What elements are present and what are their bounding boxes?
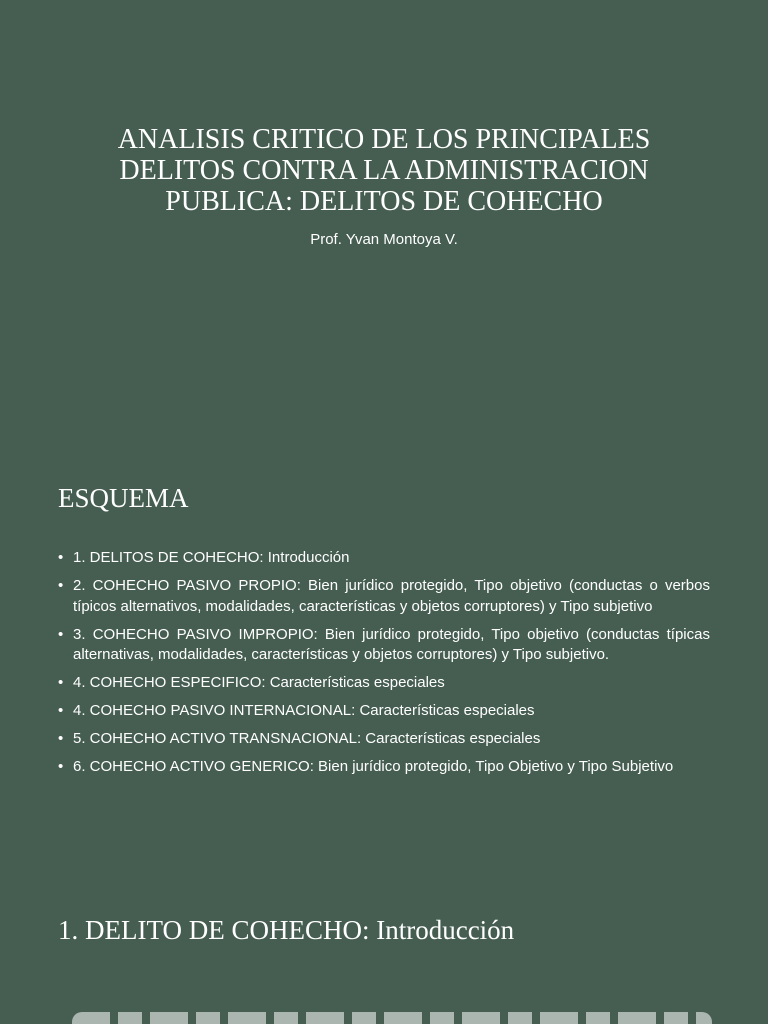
outline-item-text: 1. DELITOS DE COHECHO: Introducción [73, 549, 350, 566]
presentation-title: ANALISIS CRITICO DE LOS PRINCIPALES DELITOS CONTRA LA ADMINISTRACION PUBLICA: DELITOS DE COHECHO [117, 124, 651, 217]
bullet-icon: • [58, 577, 64, 594]
outline-item [58, 701, 710, 722]
outline-slide [0, 470, 768, 870]
outline-item-text: 3. COHECHO PASIVO IMPROPIO: Bien jurídico protegido, Tipo objetivo (conductas típicas alternativas, modalidades, características y objetos corruptores) y Tipo subjetivo. [73, 625, 710, 663]
title-slide [0, 0, 768, 400]
author-name: Prof. Yvan Montoya V. [310, 231, 458, 248]
outline-item [58, 625, 710, 666]
outline-item [58, 729, 710, 750]
introduction-heading: 1. DELITO DE COHECHO: Introducción [58, 915, 515, 945]
bullet-icon: • [58, 702, 64, 719]
outline-list [58, 548, 710, 785]
introduction-slide [0, 900, 768, 1024]
outline-item-text: 2. COHECHO PASIVO PROPIO: Bien jurídico protegido, Tipo objetivo (conductas o verbos típicos alternativos, modalidades, características y objetos corruptores) y Tipo subjetivo [73, 577, 710, 615]
bullet-icon: • [58, 758, 64, 775]
outline-item-text: 4. COHECHO PASIVO INTERNACIONAL: Características especiales [73, 702, 535, 719]
bullet-icon: • [58, 674, 64, 691]
bullet-icon: • [58, 730, 64, 747]
bullet-icon: • [58, 549, 64, 566]
cropped-text-line [72, 1012, 712, 1024]
outline-item [58, 576, 710, 617]
outline-item [58, 757, 710, 778]
outline-item-text: 6. COHECHO ACTIVO GENERICO: Bien jurídico protegido, Tipo Objetivo y Tipo Subjetivo [73, 758, 674, 775]
outline-heading: ESQUEMA [58, 483, 189, 513]
bullet-icon: • [58, 625, 64, 643]
outline-item-text: 4. COHECHO ESPECIFICO: Características especiales [73, 674, 445, 691]
outline-item-text: 5. COHECHO ACTIVO TRANSNACIONAL: Características especiales [73, 730, 541, 747]
outline-item [58, 548, 710, 569]
outline-item [58, 673, 710, 694]
